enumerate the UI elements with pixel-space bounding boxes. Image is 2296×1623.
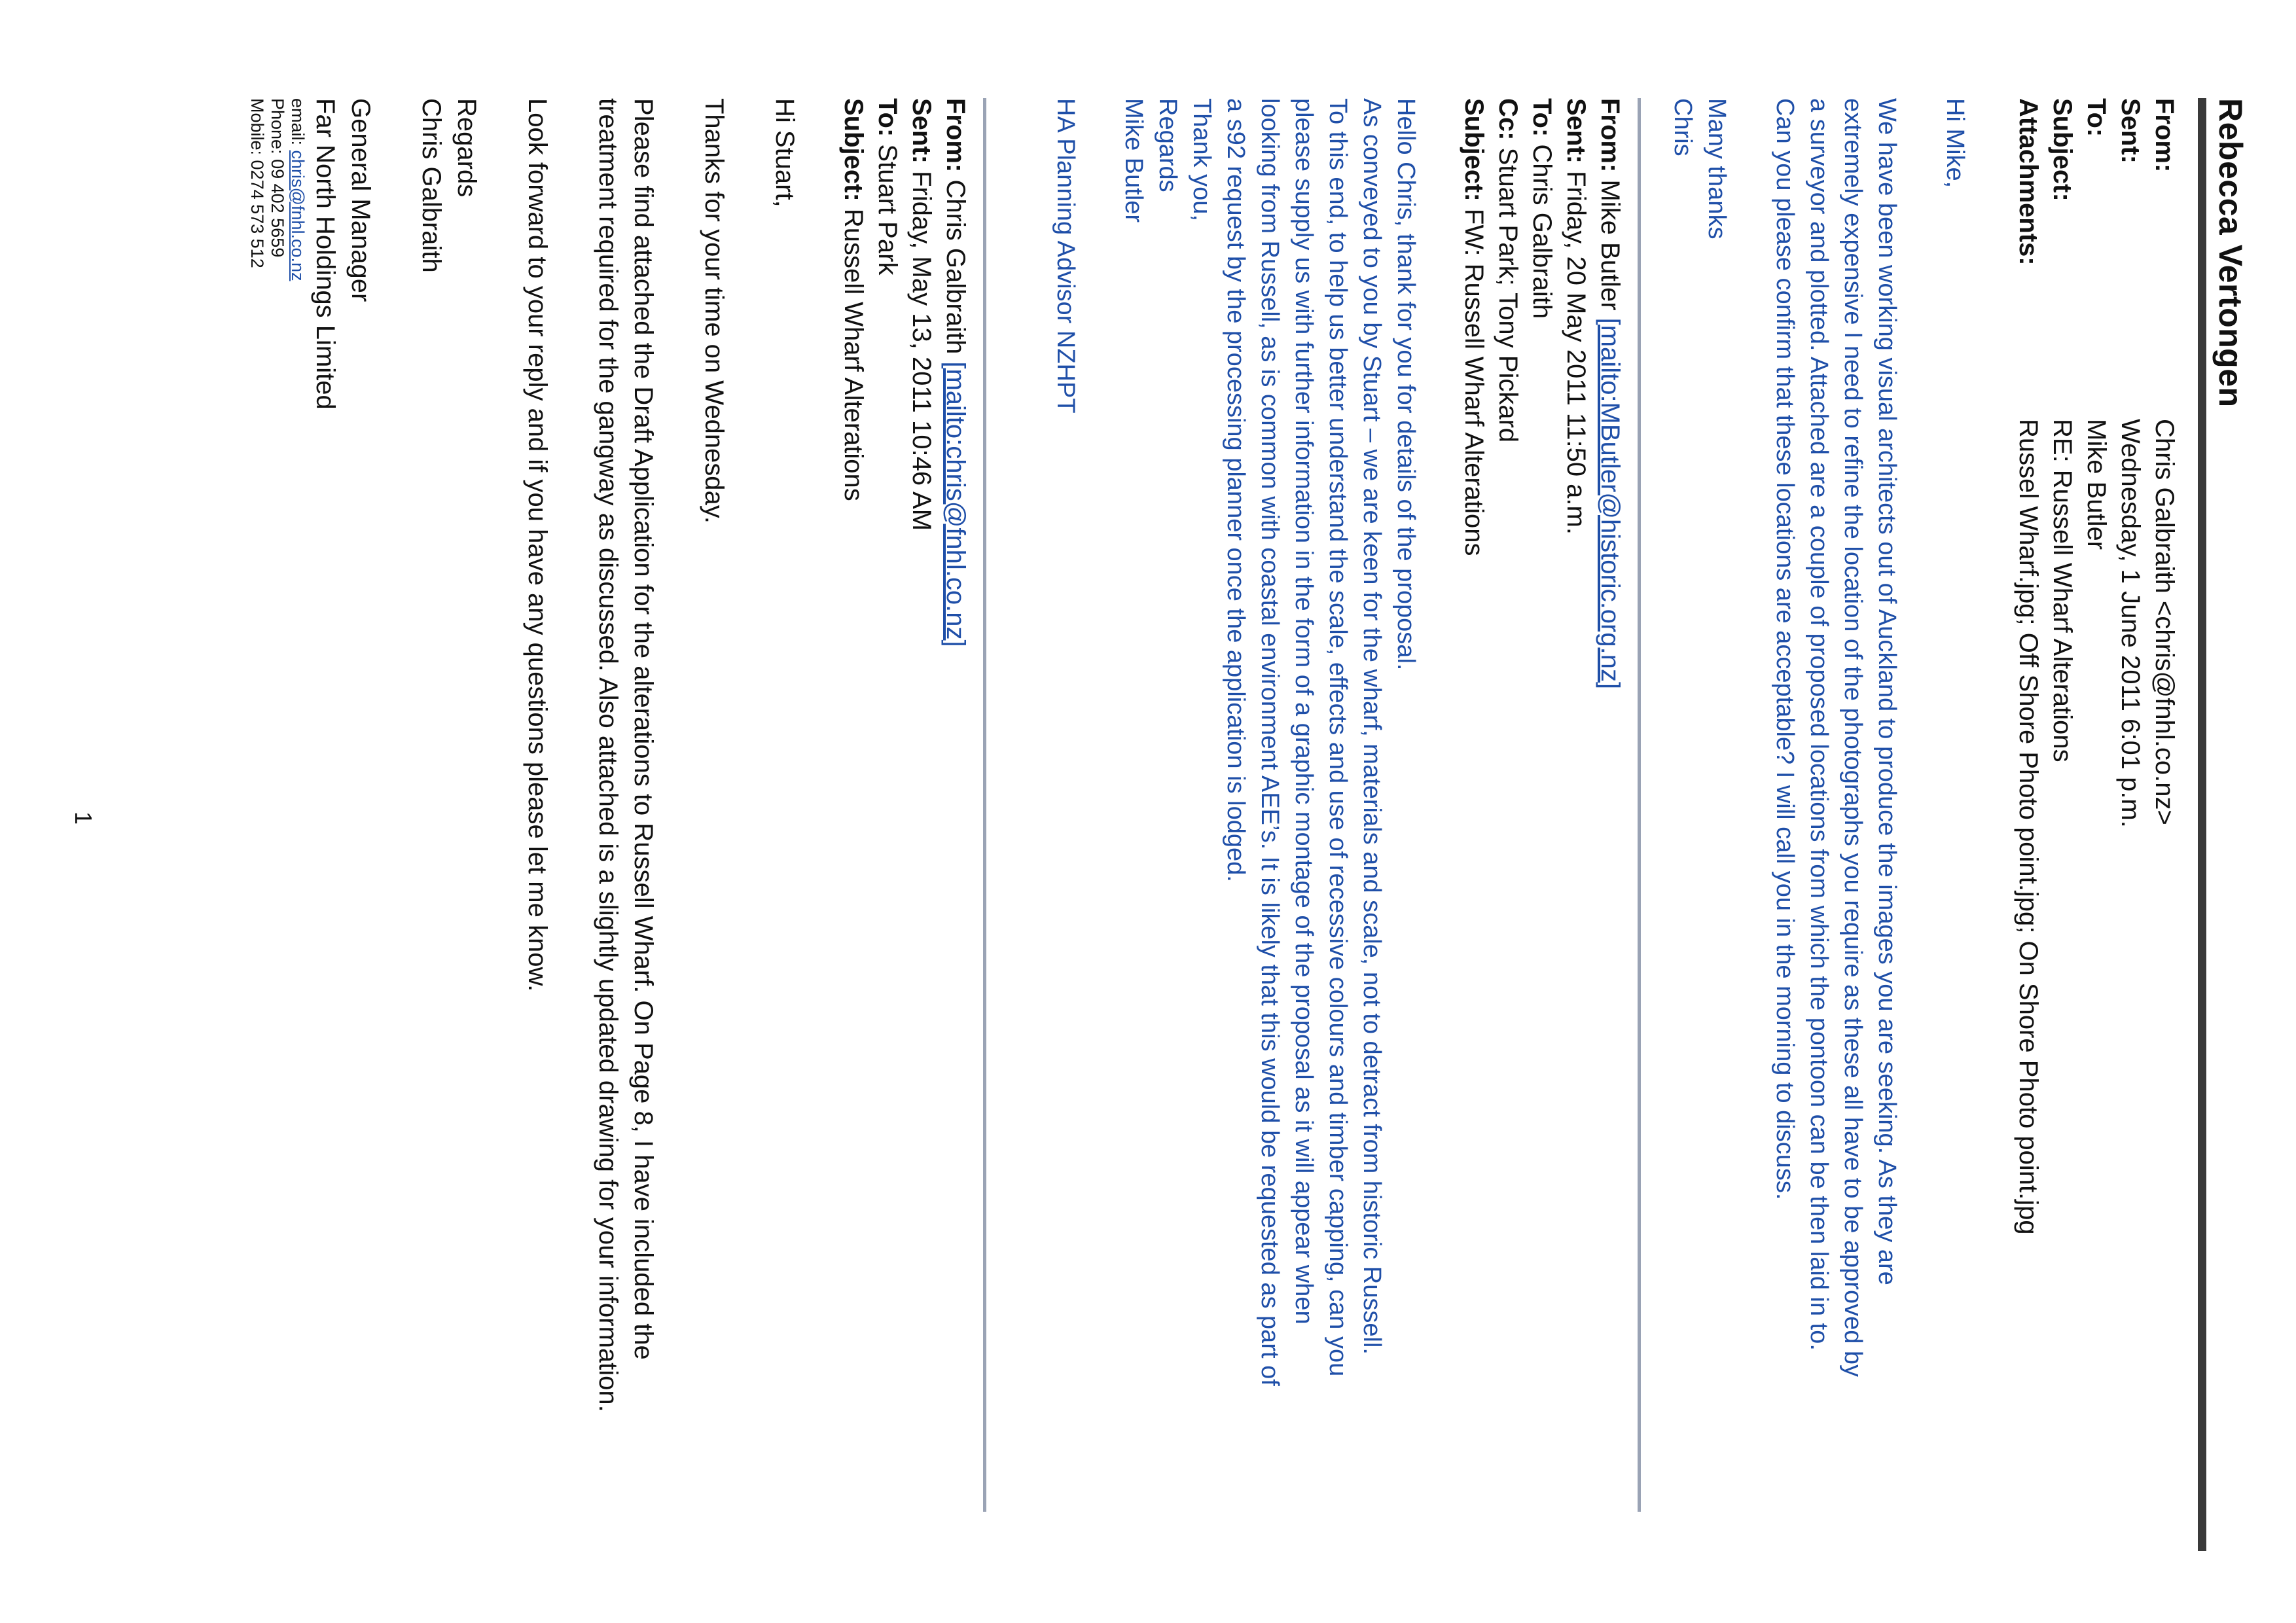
reply-closing: Many thanks bbox=[1703, 98, 1731, 240]
forward1-line: Mike Butler bbox=[1120, 98, 1147, 223]
forward2-header bbox=[836, 98, 973, 1525]
header-attachments-row bbox=[2011, 98, 2045, 1235]
forward1-line: Regards bbox=[1154, 98, 1181, 192]
forward1-to-label: To: bbox=[1528, 98, 1556, 137]
signature-role: General Manager bbox=[346, 98, 375, 302]
forward1-from-name: Mike Butler bbox=[1596, 179, 1624, 318]
forward1-subject: FW: Russell Wharf Alterations bbox=[1460, 208, 1488, 556]
sent-label: Sent: bbox=[2116, 98, 2145, 164]
reply-greeting: Hi Mike, bbox=[1941, 98, 1969, 188]
reply-line: a surveyor and plotted. Attached are a couple of proposed locations from which the pontoon can be then laid in to. bbox=[1805, 98, 1833, 1351]
forward2-subject-label: Subject: bbox=[839, 98, 868, 202]
forward1-subject-label: Subject: bbox=[1460, 98, 1488, 202]
reply-signoff bbox=[1666, 98, 1734, 1525]
forward1-mailto-link[interactable]: [mailto:MButler@historic.org.nz] bbox=[1596, 317, 1624, 690]
signature-email-link[interactable]: chris@fnhl.co.nz bbox=[288, 150, 308, 281]
forward2-signoff bbox=[414, 98, 484, 1525]
forward1-line: To this end, to help us better understand the scale, effects and use of recessive colours and timber capping, can you bbox=[1324, 98, 1352, 1377]
sent-value: Wednesday, 1 June 2011 6:01 p.m. bbox=[2116, 419, 2145, 828]
attachments-value: Russel Wharf.jpg; Off Shore Photo point.jpg; On Shore Photo point.jpg bbox=[2014, 419, 2043, 1235]
forward2-line: Please find attached the Draft Application for the alterations to Russell Wharf. On Page 8, I have included the bbox=[629, 98, 658, 1360]
forward2-signature: Chris Galbraith bbox=[417, 98, 446, 273]
forward2-thanks: Thanks for your time on Wednesday. bbox=[700, 98, 728, 524]
signature-mobile: Mobile: 0274 573 512 bbox=[247, 98, 267, 268]
signature-phone: Phone: 09 402 5659 bbox=[268, 98, 287, 258]
signature-block bbox=[247, 98, 378, 1525]
reply-signature: Chris bbox=[1669, 98, 1696, 156]
from-label: From: bbox=[2150, 98, 2179, 173]
forward2-greeting: Hi Stuart, bbox=[770, 98, 799, 207]
forward1-title: HA Planning Advisor NZHPT bbox=[1052, 98, 1079, 414]
forward2-look-forward: Look forward to your reply and if you have any questions please let me know. bbox=[523, 98, 552, 992]
forward1-line: As conveyed to you by Stuart – we are keen for the wharf, materials and scale, not to detract from historic Russell. bbox=[1358, 98, 1386, 1355]
forward1-line: Thank you, bbox=[1188, 98, 1215, 221]
forward2-to: Stuart Park bbox=[873, 144, 902, 276]
sender-name: Rebecca Vertongen bbox=[2212, 98, 2249, 408]
forward1-to: Chris Galbraith bbox=[1528, 144, 1556, 319]
forward2-sent: Friday, May 13, 2011 10:46 AM bbox=[907, 171, 936, 531]
email-header bbox=[2011, 98, 2181, 1235]
from-value: Chris Galbraith <chris@fnhl.co.nz> bbox=[2150, 419, 2179, 825]
quote-divider-2 bbox=[983, 98, 986, 1512]
header-from-row bbox=[2147, 98, 2181, 1235]
forward1-body bbox=[1049, 98, 1423, 1525]
forward2-line: treatment required for the gangway as discussed. Also attached is a slightly updated drawing for your information. bbox=[594, 98, 622, 1412]
forward2-from-name: Chris Galbraith bbox=[941, 179, 970, 362]
forward1-line: Hello Chris, thank for you for details of the proposal. bbox=[1392, 98, 1420, 671]
forward2-paragraph bbox=[590, 98, 661, 1525]
subject-label: Subject: bbox=[2048, 98, 2077, 202]
forward1-header bbox=[1457, 98, 1627, 1525]
forward1-from-label: From: bbox=[1596, 98, 1624, 173]
forward2-body bbox=[247, 98, 802, 1525]
signature-email-line bbox=[287, 98, 308, 1525]
forward2-to-label: To: bbox=[873, 98, 902, 137]
header-subject-row bbox=[2045, 98, 2079, 1235]
forward2-subject: Russell Wharf Alterations bbox=[839, 208, 868, 501]
forward2-sent-label: Sent: bbox=[907, 98, 936, 164]
signature-company: Far North Holdings Limited bbox=[311, 98, 340, 410]
forward1-cc-label: Cc: bbox=[1494, 98, 1522, 141]
page-number: 1 bbox=[70, 812, 97, 825]
to-value: Mike Butler bbox=[2082, 419, 2111, 550]
subject-value: RE: Russell Wharf Alterations bbox=[2048, 419, 2077, 762]
forward2-closing: Regards bbox=[452, 98, 481, 198]
header-divider bbox=[2198, 98, 2206, 1551]
forward1-line: please supply us with further information in the form of a graphic montage of the proposal as it will appear when bbox=[1290, 98, 1318, 1325]
forward1-cc: Stuart Park; Tony Pickard bbox=[1494, 147, 1522, 443]
reply-line: extremely expensive I need to refine the location of the photographs you require as these all have to be approved by bbox=[1839, 98, 1867, 1378]
quote-divider bbox=[1638, 98, 1641, 1512]
forward1-line: looking from Russell, as is common with coastal environment AEE’s. It is likely that this would be requested as part of bbox=[1256, 98, 1283, 1386]
header-sent-row bbox=[2113, 98, 2147, 1235]
forward1-sent: Friday, 20 May 2011 11:50 a.m. bbox=[1562, 171, 1590, 535]
reply-line: We have been working visual architects out of Auckland to produce the images you are seeking. As they are bbox=[1873, 98, 1901, 1285]
reply-line: Can you please confirm that these locations are acceptable? I will call you in the morning to discuss. bbox=[1771, 98, 1799, 1200]
reply-message bbox=[1666, 98, 1972, 1525]
forward2-from-label: From: bbox=[941, 98, 970, 173]
signature-email-label: email: bbox=[288, 98, 308, 151]
reply-body bbox=[1768, 98, 1904, 1525]
attachments-label: Attachments: bbox=[2014, 98, 2043, 266]
forward1-line: a s92 request by the processing planner once the application is lodged. bbox=[1222, 98, 1249, 882]
forward1-sent-label: Sent: bbox=[1562, 98, 1590, 164]
header-to-row bbox=[2079, 98, 2113, 1235]
forward2-mailto-link[interactable]: [mailto:chris@fnhl.co.nz] bbox=[941, 361, 970, 647]
to-label: To: bbox=[2082, 98, 2111, 137]
